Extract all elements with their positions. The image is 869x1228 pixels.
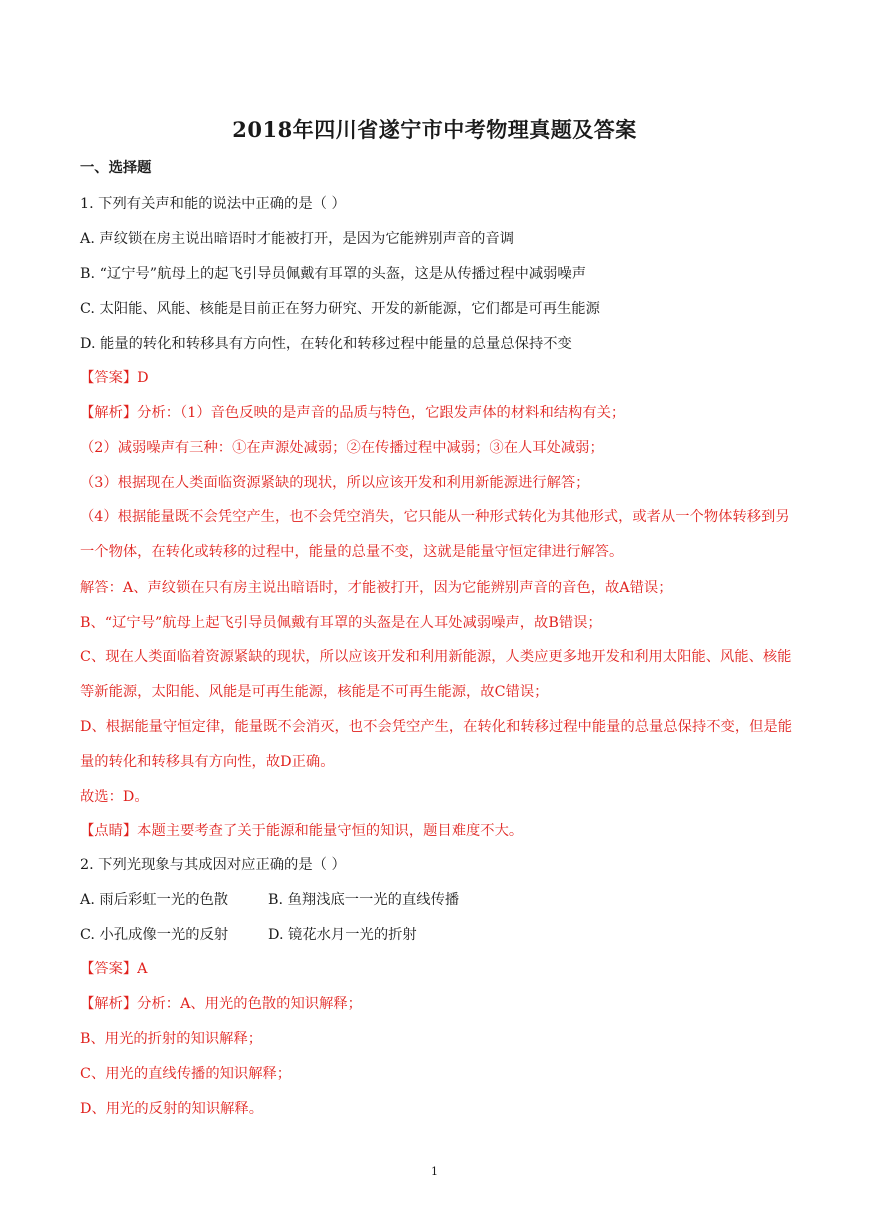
q2-options-row-1: [80, 890, 459, 910]
q1-analysis-line: 【解析】分析：（1）音色反映的是声音的品质与特色，它跟发声体的材料和结构有关；: [80, 405, 626, 421]
q2-analysis-line: D、用光的反射的知识解释。: [80, 1101, 264, 1117]
q2-option-b: B. 鱼翔浅底一一光的直线传播: [268, 892, 460, 908]
q1-option-a: A. 声纹锁在房主说出暗语时才能被打开，是因为它能辨别声音的音调: [80, 231, 515, 247]
q1-analysis-line: （3）根据现在人类面临资源紧缺的现状，所以应该开发和利用新能源进行解答；: [80, 475, 590, 491]
q1-solution-d: D、根据能量守恒定律，能量既不会消灭，也不会凭空产生，在转化和转移过程中能量的总量总保持不变，但是能量的转化和转移具有方向性，故D正确。: [80, 719, 793, 770]
q1-option-b: B. “辽宁号”航母上的起飞引导员佩戴有耳罩的头盔，这是从传播过程中减弱噪声: [80, 266, 587, 282]
q2-stem: 2. 下列光现象与其成因对应正确的是（ ）: [80, 857, 346, 873]
q1-solution-b: B、“辽宁号”航母上起飞引导员佩戴有耳罩的头盔是在人耳处减弱噪声，故B错误；: [80, 615, 602, 631]
q1-analysis-paragraph: （4）根据能量既不会凭空产生，也不会凭空消失，它只能从一种形式转化为其他形式，或者从一个物体转移到另一个物体，在转化或转移的过程中，能量的总量不变，这就是能量守恒定律进行解答。: [80, 509, 790, 560]
q1-stem: 1. 下列有关声和能的说法中正确的是（ ）: [80, 196, 346, 212]
q1-answer: 【答案】D: [80, 370, 149, 386]
q1-comment: 【点睛】本题主要考查了关于能源和能量守恒的知识，题目难度不大。: [80, 823, 524, 839]
q2-analysis-line: C、用光的直线传播的知识解释；: [80, 1066, 292, 1082]
q2-analysis-line: B、用光的折射的知识解释；: [80, 1031, 263, 1047]
page-number: 1: [431, 1165, 438, 1178]
section-heading: 一、选择题: [80, 160, 152, 176]
q1-analysis-line: （2）减弱噪声有三种：①在声源处减弱；②在传播过程中减弱；③在人耳处减弱；: [80, 440, 604, 456]
q2-analysis-line: 【解析】分析：A、用光的色散的知识解释；: [80, 996, 362, 1012]
q2-option-a: A. 雨后彩虹一光的色散: [80, 892, 229, 908]
q2-options-row-2: [80, 925, 417, 945]
q2-option-c: C. 小孔成像一光的反射: [80, 927, 229, 943]
q2-answer: 【答案】A: [80, 961, 148, 977]
page-title: 2018年四川省遂宁市中考物理真题及答案: [232, 117, 637, 142]
q1-solution-c: C、现在人类面临着资源紧缺的现状，所以应该开发和利用新能源，人类应更多地开发和利用太阳能、风能、核能等新能源，太阳能、风能是可再生能源，核能是不可再生能源，故C错误；: [80, 649, 792, 700]
q1-solution-a: 解答：A、声纹锁在只有房主说出暗语时，才能被打开，因为它能辨别声音的音色，故A错误；: [80, 580, 673, 596]
q1-option-d: D. 能量的转化和转移具有方向性，在转化和转移过程中能量的总量总保持不变: [80, 336, 572, 352]
q1-option-c: C. 太阳能、风能、核能是目前正在努力研究、开发的新能源，它们都是可再生能源: [80, 301, 600, 317]
q2-option-d: D. 镜花水月一光的折射: [268, 927, 417, 943]
q1-choice: 故选：D。: [80, 789, 149, 805]
